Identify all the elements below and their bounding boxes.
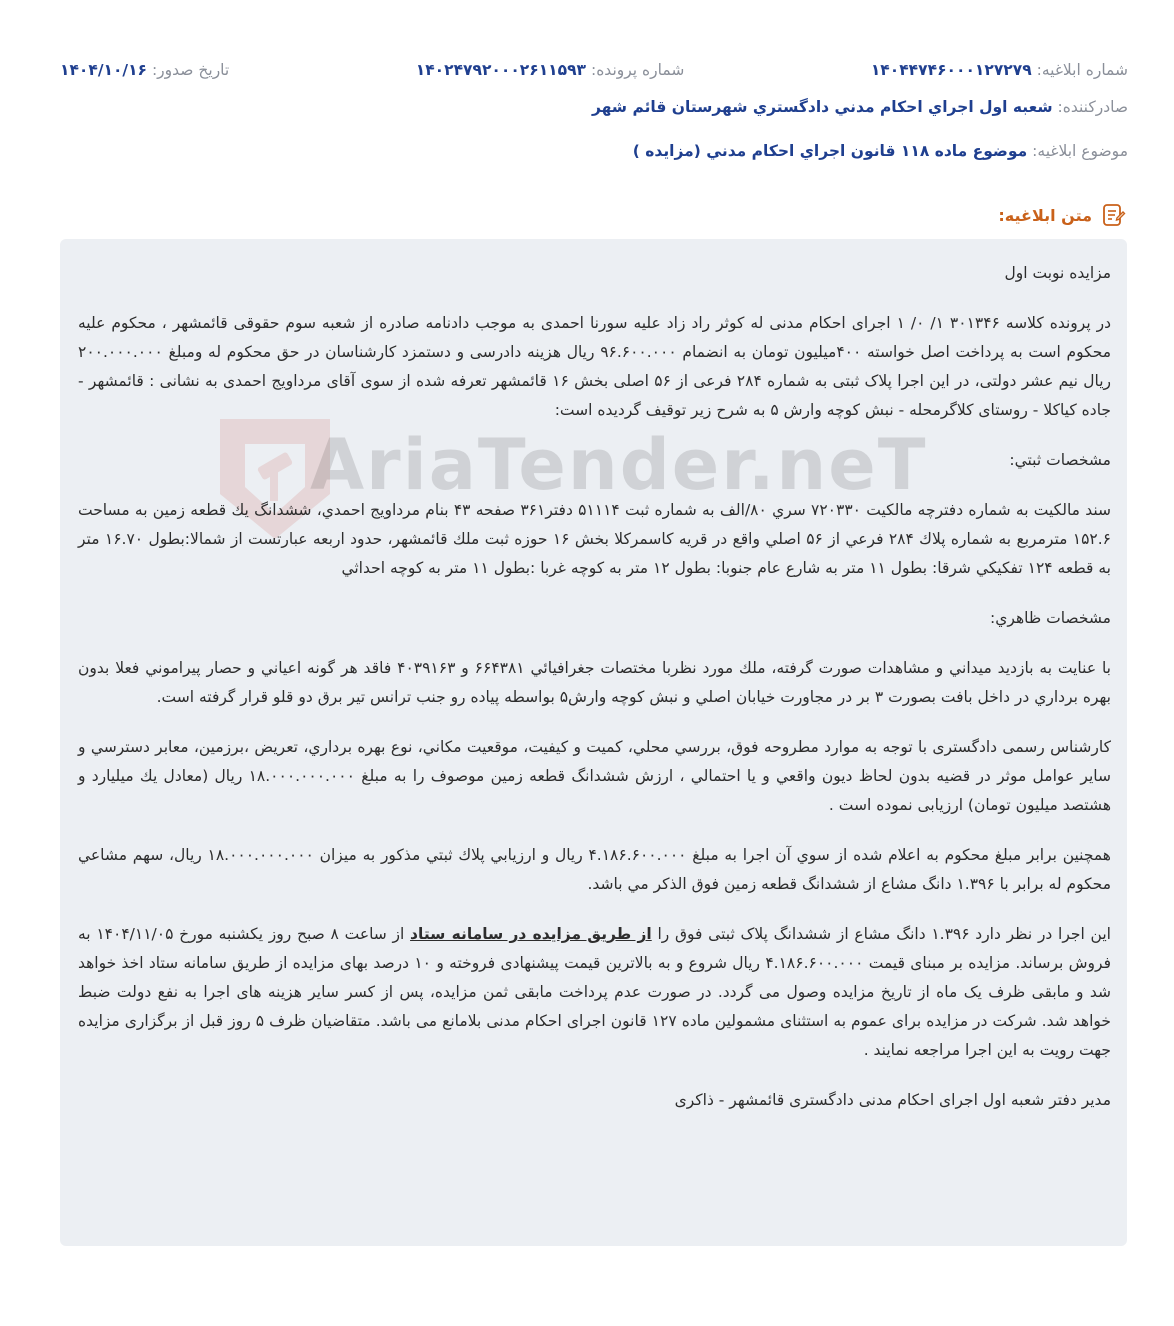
document-icon [1100, 202, 1126, 228]
notice-number-value: ۱۴۰۴۴۷۴۶۰۰۰۱۲۷۲۷۹ [870, 61, 1032, 79]
body-paragraph-3: مشخصات ثبتي: [1009, 451, 1111, 469]
notice-body-text [78, 259, 1111, 1115]
issue-date [60, 61, 229, 79]
notice-body-panel [60, 239, 1127, 1246]
body-paragraph-1: مزایده نوبت اول [1004, 264, 1111, 282]
body-paragraph-9-start: این اجرا در نظر دارد ۱.۳۹۶ دانگ مشاع از ششدانگ پلاک ثبتی فوق را [651, 925, 1111, 943]
notice-text-heading [998, 200, 1126, 230]
body-paragraph-4: سند مالكيت به شماره دفترچه مالكيت ۷۲۰۳۳۰ سري ۸۰/الف به شماره ثبت ۵۱۱۱۴ دفتر۳۶۱ صفحه ۴۳ بنام مرداويج احمدي، ششدانگ يك قطعه زمين به مساحت ۱۵۲.۶ مترمربع به شماره پلاك ۲۸۴ فرعي از ۵۶ اصلي واقع در قريه كاسمركلا بخش ۱۶ حوزه ثبت ملك قائمشهر، حدود اربعه عبارتست از شمالا:بطول ۱۶.۷۰ متر به قطعه ۱۲۴ تفكيكي شرقا: بطول ۱۱ متر به شارع عام جنوبا: بطول ۱۲ متر به كوچه غربا :بطول ۱۱ متر به كوچه احداثي [78, 501, 1112, 577]
issue-date-label: تاریخ صدور: [151, 61, 230, 79]
case-number-label: شماره پرونده: [590, 61, 685, 79]
case-number [416, 61, 685, 79]
watermark-text: AriaTender.neT [310, 424, 928, 506]
issue-date-value: ۱۴۰۴/۱۰/۱۶ [60, 61, 148, 79]
body-paragraph-9 [78, 920, 1111, 1065]
body-signature: مدیر دفتر شعبه اول اجرای احکام مدنی دادگستری قائمشهر - ذاکری [674, 1091, 1111, 1109]
body-paragraph-7: كارشناس رسمی دادگستری با توجه به موارد مطروحه فوق، بررسي محلي، كميت و كيفيت، موقعيت مكاني، نوع بهره برداري، تعريض ،برزمين، معابر دسترسي و ساير عوامل موثر در قضيه بدون لحاظ ديون واقعي و يا احتمالي ، ارزش ششدانگ قطعه زمين موصوف را به مبلغ ۱۸.۰۰۰.۰۰۰.۰۰۰ ريال (معادل يك ميليارد و هشتصد ميليون تومان) ارزيابی نموده است . [78, 738, 1111, 814]
notice-text-title: متن ابلاغیه: [998, 205, 1092, 225]
subject-label: موضوع ابلاغیه: [1032, 142, 1128, 160]
body-paragraph-8: همچنين برابر مبلغ محكوم به اعلام شده از سوي آن اجرا به مبلغ ۴.۱۸۶.۶۰۰.۰۰۰ ريال و ارزيابي پلاك ثبتي مذكور به ميزان ۱۸.۰۰۰.۰۰۰.۰۰۰ ريال، سهم مشاعي محكوم له برابر با ۱.۳۹۶ دانگ مشاع از ششدانگ قطعه زمين فوق الذكر مي باشد. [78, 846, 1111, 893]
subject-value: موضوع ماده ۱۱۸ قانون اجراي احكام مدني (مزايده ) [632, 142, 1028, 160]
case-number-value: ۱۴۰۲۴۷۹۲۰۰۰۲۶۱۱۵۹۳ [415, 61, 587, 79]
issuer-value: شعبه اول اجراي احكام مدني دادگستري شهرستان قائم شهر [591, 98, 1053, 116]
notice-number-label: شماره ابلاغیه: [1036, 61, 1128, 79]
setad-system-link[interactable]: از طریق مزایده در سامانه ستاد [410, 925, 652, 943]
issuer-line [60, 98, 1128, 126]
body-paragraph-6: با عنايت به بازديد ميداني و مشاهدات صورت گرفته، ملك مورد نظربا مختصات جغرافيائي ۶۶۴۳۸۱ و ۴۰۳۹۱۶۳ فاقد هر گونه اعياني و حصار پيراموني فعلا بدون بهره برداري در داخل بافت بصورت ۳ بر در مجاورت خيابان اصلي و نبش كوچه وارش۵ بواسطه پياده رو جنب ترانس تير برق دو قلو قرار گرفته است. [78, 659, 1111, 706]
header-meta-row [60, 56, 1128, 84]
issuer-label: صادرکننده: [1057, 98, 1128, 116]
subject-line [60, 142, 1128, 170]
body-paragraph-2: در پرونده کلاسه ۳۰۱۳۴۶ ۱/ ۰/ ۱ اجرای احکام مدنی له کوثر راد زاد علیه سورنا احمدی به موجب دادنامه صادره از شعبه سوم حقوقی قائمشهر ، محکوم علیه محکوم است به پرداخت اصل خواسته ۴۰۰میلیون تومان به انضمام ۹۶.۶۰۰.۰۰۰ ریال هزینه دادرسی و دستمزد کارشناسان در حق محکوم له ومبلغ ۲۰۰.۰۰۰.۰۰۰ ریال نیم عشر دولتی، در این اجرا پلاک ثبتی به شماره ۲۸۴ فرعی از ۵۶ اصلی بخش ۱۶ قائمشهر تعرفه شده از سوی آقای مرداویج احمدی به نشانی : قائمشهر - جاده کیاکلا - روستای کلاگرمحله - نبش کوچه وارش ۵ به شرح زیر توقیف گردیده است: [78, 314, 1112, 419]
notice-number [871, 61, 1128, 79]
body-paragraph-5: مشخصات ظاهري: [990, 609, 1111, 627]
body-paragraph-9-end: از ساعت ۸ صبح روز یکشنبه مورخ ۱۴۰۴/۱۱/۰۵ به فروش برساند. مزایده بر مبنای قیمت ۴.۱۸۶.۶۰۰.۰۰۰ ریال شروع و به بالاترین قیمت پیشنهادی فروخته و ۱۰ درصد بهای مزایده از طریق سامانه ستاد اخذ خواهد شد و مابقی ظرف یک ماه از تاریخ مزایده وصول می گردد. در صورت عدم پرداخت مابقی ثمن مزایده، پس از کسر سایر هزینه های اجرا به نفع دولت ضبط خواهد شد. شرکت در مزایده برای عموم به استثنای مشمولین ماده ۱۲۷ قانون اجرای احکام مدنی بلامانع می باشد. متقاضیان ظرف ۵ روز قبل از برگزاری مزایده جهت رویت به این اجرا مراجعه نمایند . [78, 925, 1111, 1059]
